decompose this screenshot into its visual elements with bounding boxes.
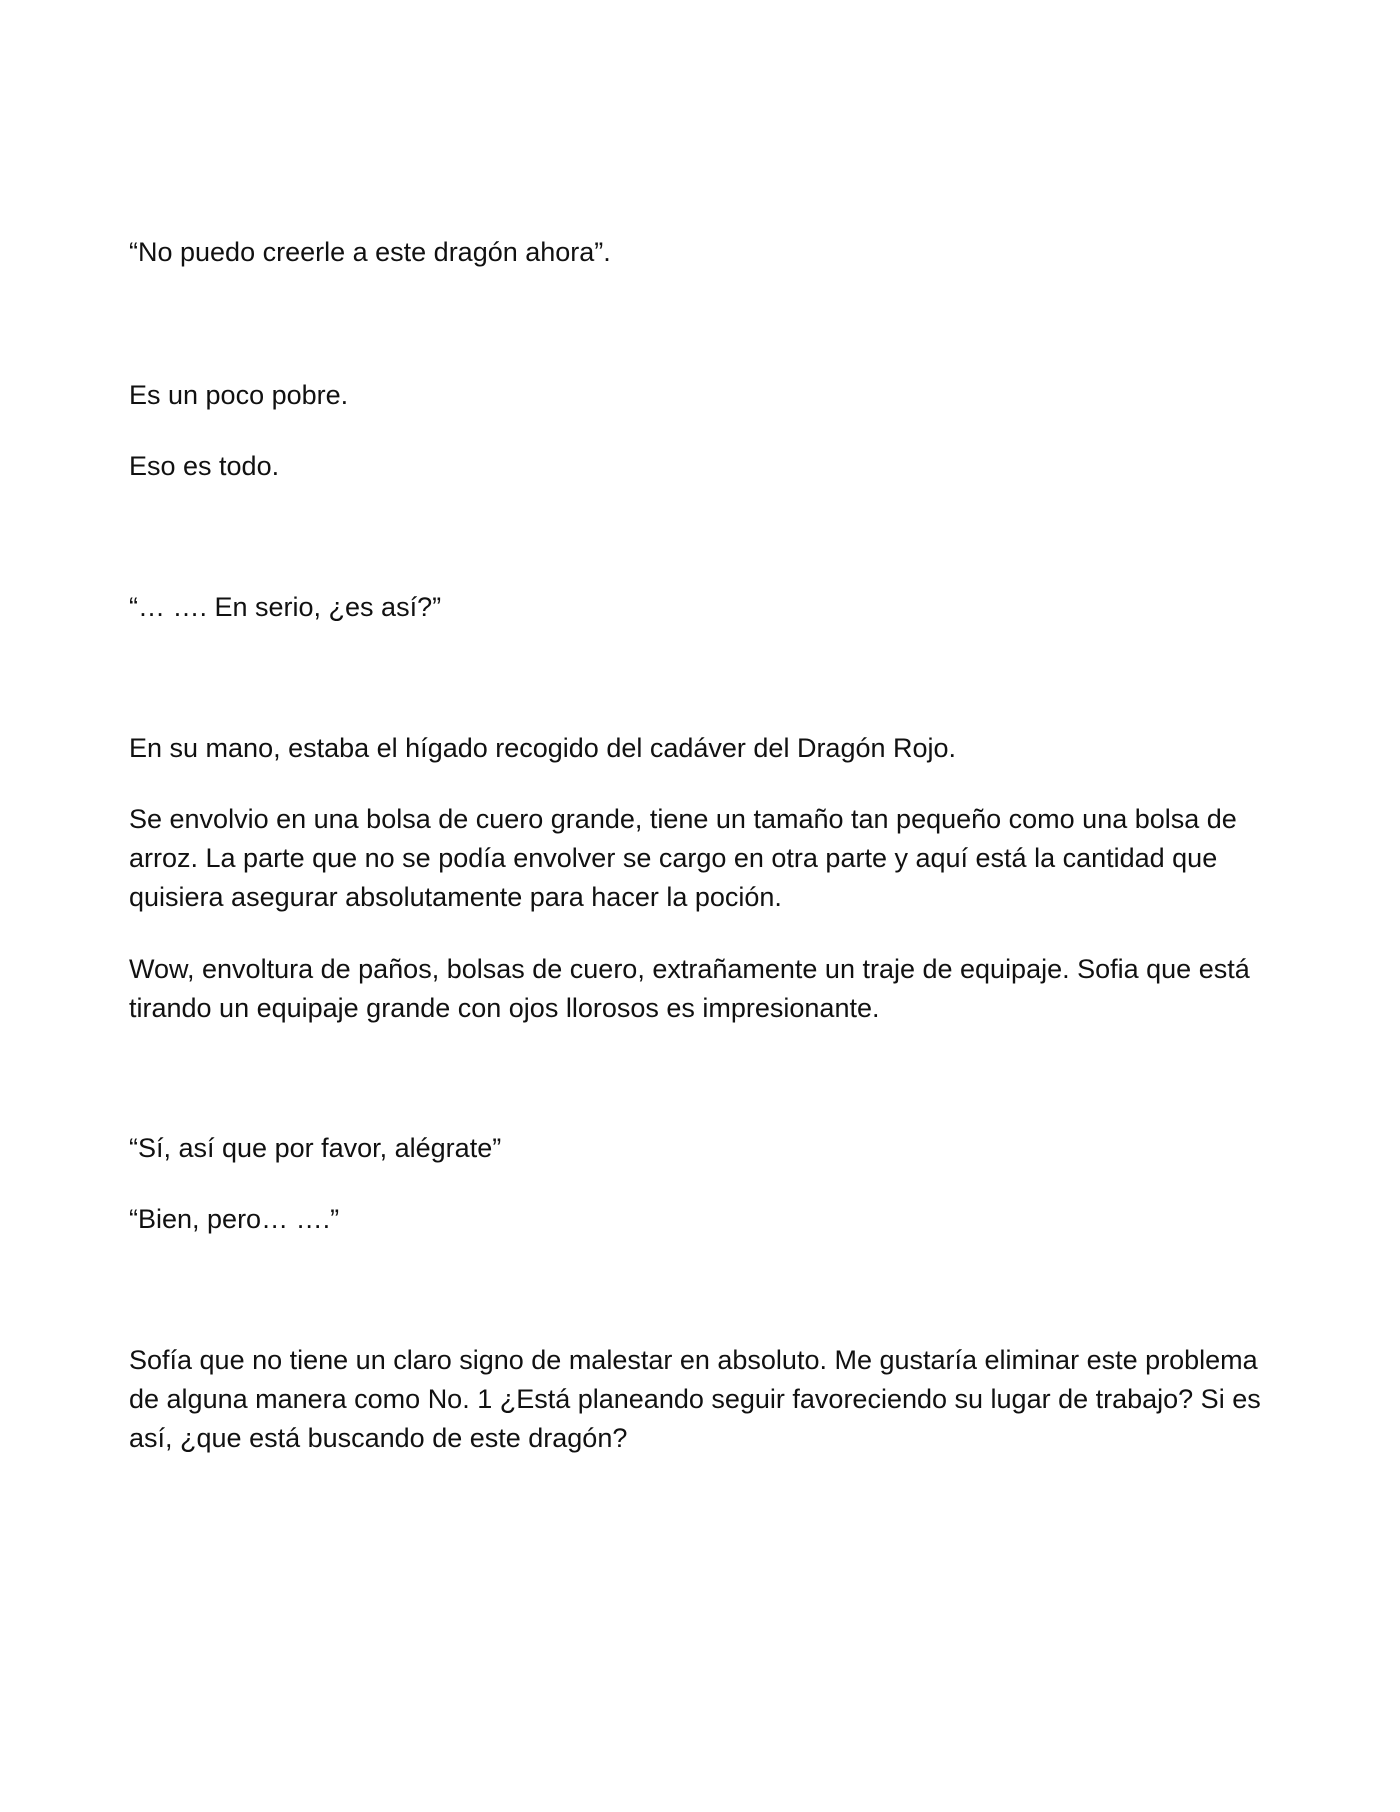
dialogue-paragraph: “… …. En serio, ¿es así?” bbox=[129, 592, 442, 622]
narration-paragraph: Es un poco pobre. bbox=[129, 380, 349, 410]
dialogue-paragraph: “Bien, pero… ….” bbox=[129, 1204, 340, 1234]
narration-paragraph: Se envolvio en una bolsa de cuero grande, tiene un tamaño tan pequeño como una bolsa de arroz. La parte que no se podía envolver se cargo en otra parte y aquí está la cantidad que quisiera asegurar absolutamente para hacer la poción. bbox=[129, 804, 1237, 912]
narration-paragraph: Eso es todo. bbox=[129, 451, 280, 481]
narration-paragraph: Sofía que no tiene un claro signo de malestar en absoluto. Me gustaría eliminar este problema de alguna manera como No. 1 ¿Está planeando seguir favoreciendo su lugar de trabajo? Si es así, ¿que está buscando de este dragón? bbox=[129, 1345, 1261, 1453]
dialogue-paragraph: “No puedo creerle a este dragón ahora”. bbox=[129, 237, 611, 267]
narration-paragraph: En su mano, estaba el hígado recogido del cadáver del Dragón Rojo. bbox=[129, 733, 957, 763]
dialogue-paragraph: “Sí, así que por favor, alégrate” bbox=[129, 1133, 502, 1163]
narration-paragraph: Wow, envoltura de paños, bolsas de cuero, extrañamente un traje de equipaje. Sofia que está tirando un equipaje grande con ojos llorosos es impresionante. bbox=[129, 954, 1250, 1023]
